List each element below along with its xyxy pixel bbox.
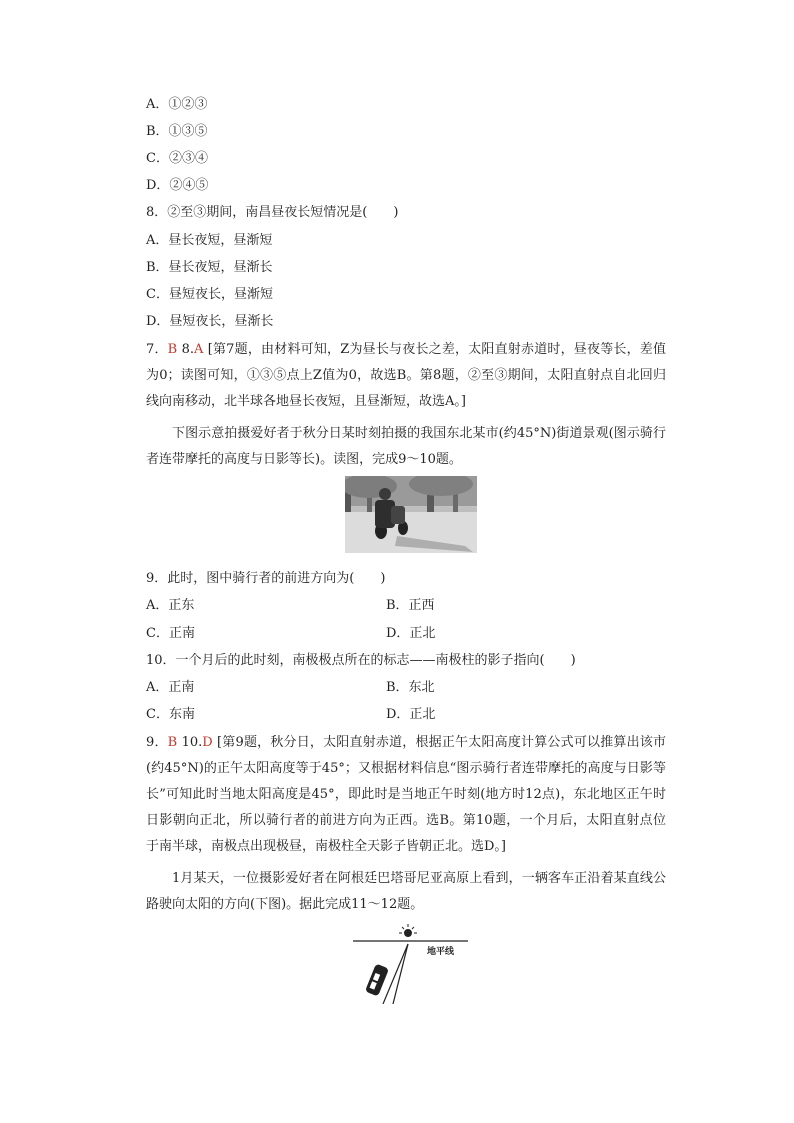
q9-option-a: A．正东	[146, 598, 195, 613]
answer-7-8	[146, 337, 666, 415]
answer-7-value: B	[167, 342, 178, 357]
street-photo	[345, 476, 477, 553]
answer-9-10-explanation: [第9题，秋分日，太阳直射赤道，根据正午太阳高度计算公式可以推算出该市(约45°N)的正午太阳高度等于45°；又根据材料信息“图示骑行者连带摩托的高度与日影等长”可知此时当地太阳高度是45°，即此时是当地正午时刻(地方时12点)，东北地区正午时日影朝向正北，所以骑行者的前进方向为正西。选B。第10题，一个月后，太阳直射点位于南半球，南极点出现极昼，南极柱全天影子皆朝正北。选D。]	[146, 735, 666, 854]
answer-9-10	[146, 730, 666, 860]
q8-option-b: B．昼长夜短，昼渐长	[146, 260, 273, 275]
horizon-label: 地平线	[427, 947, 455, 957]
answer-10-label: 10.	[181, 735, 203, 750]
q9-option-d: D．正北	[386, 626, 436, 641]
answer-9-value: B	[167, 735, 178, 750]
answer-9-label: 9．	[146, 735, 168, 750]
answer-7-label: 7．	[146, 342, 168, 357]
q8-option-c: C．昼短夜长，昼渐短	[146, 287, 273, 302]
answer-8-label: 8.	[181, 342, 194, 357]
answer-7-8-explanation: [第7题，由材料可知，Z为昼长与夜长之差，太阳直射赤道时，昼夜等长，差值为0；读图可知，①③⑤点上Z值为0，故选B。第8题，②至③期间，太阳直射点自北回归线向南移动，北半球各地昼长夜短，且昼渐短，故选A。]	[146, 342, 666, 409]
q9-option-b: B．正西	[386, 598, 435, 613]
bus-horizon-figure	[353, 924, 468, 1004]
q9-stem: 9．此时，图中骑行者的前进方向为( )	[146, 571, 386, 586]
answer-8-value: A	[193, 342, 204, 357]
q10-option-b: B．东北	[386, 680, 435, 695]
q10-option-c: C．东南	[146, 707, 195, 722]
q8-stem: 8．②至③期间，南昌昼夜长短情况是( )	[146, 205, 399, 220]
q10-option-d: D．正北	[386, 707, 436, 722]
q7-option-b: B．①③⑤	[146, 124, 208, 139]
q8-option-a: A．昼长夜短，昼渐短	[146, 233, 273, 248]
intro-11-12: 1月某天，一位摄影爱好者在阿根廷巴塔哥尼亚高原上看到，一辆客车正沿着某直线公路驶向太阳的方向(下图)。据此完成11～12题。	[146, 871, 666, 912]
q7-option-d: D．②④⑤	[146, 178, 209, 193]
intro-9-10: 下图示意拍摄爱好者于秋分日某时刻拍摄的我国东北某市(约45°N)街道景观(图示骑行者连带摩托的高度与日影等长)。读图，完成9～10题。	[146, 426, 666, 467]
q9-option-c: C．正南	[146, 626, 195, 641]
answer-10-value: D	[202, 735, 213, 750]
q7-option-a: A．①②③	[146, 97, 208, 112]
q10-option-a: A．正南	[146, 680, 195, 695]
sun-icon	[399, 924, 417, 937]
q10-stem: 10．一个月后的此时刻，南极极点所在的标志——南极柱的影子指向( )	[146, 653, 576, 668]
q8-option-d: D．昼短夜长，昼渐长	[146, 314, 274, 329]
q7-option-c: C．②③④	[146, 151, 208, 166]
